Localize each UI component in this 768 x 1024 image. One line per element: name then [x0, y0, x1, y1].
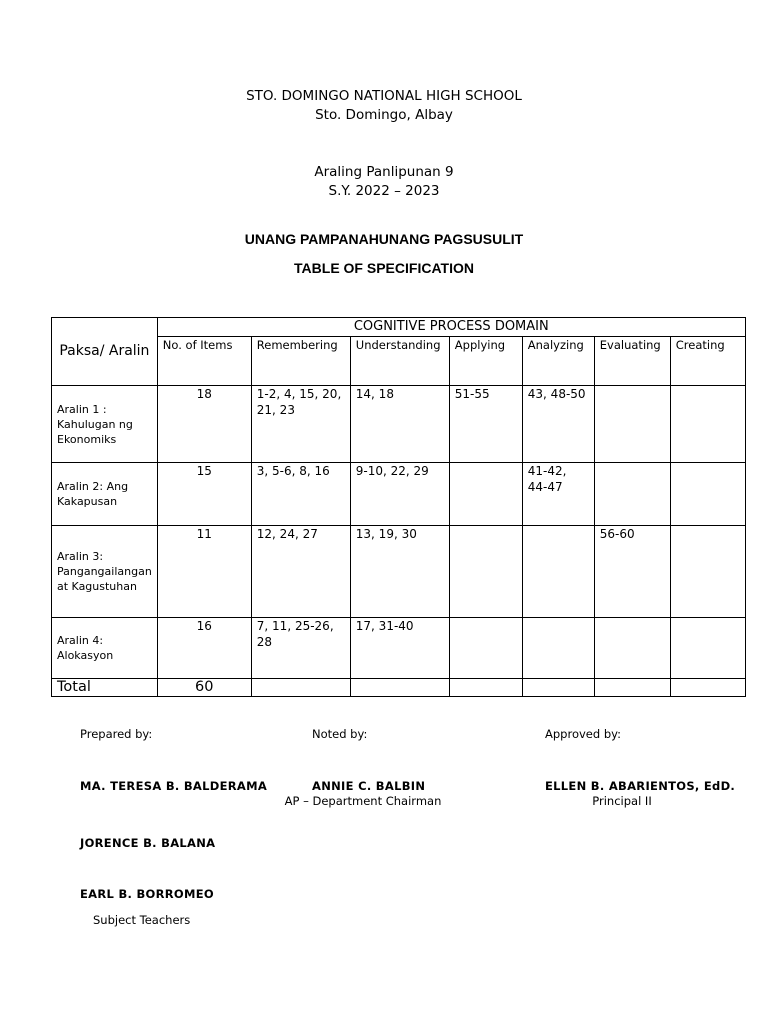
total-row: [52, 679, 746, 697]
applying-cell: 51-55: [449, 386, 522, 463]
preparer-name: MA. TERESA B. BALDERAMA: [80, 779, 268, 793]
remembering-cell: 3, 5-6, 8, 16: [251, 463, 350, 526]
empty-cell: [594, 679, 670, 697]
topic-header: Paksa/ Aralin: [52, 318, 158, 386]
preparer-name: JORENCE B. BALANA: [80, 836, 216, 850]
evaluating-cell: 56-60: [594, 526, 670, 618]
school-location: Sto. Domingo, Albay: [315, 107, 453, 123]
creating-cell: [670, 526, 745, 618]
table-row: [52, 463, 746, 526]
column-header: Understanding: [350, 337, 449, 386]
empty-cell: [670, 679, 745, 697]
total-value: 60: [157, 679, 251, 697]
evaluating-cell: [594, 386, 670, 463]
prepared-by-label: Prepared by:: [80, 727, 153, 741]
school-name: STO. DOMINGO NATIONAL HIGH SCHOOL: [246, 88, 522, 104]
understanding-cell: 14, 18: [350, 386, 449, 463]
analyzing-cell: [522, 618, 594, 679]
creating-cell: [670, 618, 745, 679]
noter-name: ANNIE C. BALBIN: [312, 779, 426, 793]
remembering-cell: 7, 11, 25-26, 28: [251, 618, 350, 679]
applying-cell: [449, 526, 522, 618]
items-cell: 15: [157, 463, 251, 526]
preparer-name: EARL B. BORROMEO: [80, 887, 214, 901]
table-row: [52, 526, 746, 618]
analyzing-cell: 43, 48-50: [522, 386, 594, 463]
empty-cell: [449, 679, 522, 697]
analyzing-cell: [522, 526, 594, 618]
column-header: No. of Items: [157, 337, 251, 386]
items-cell: 11: [157, 526, 251, 618]
analyzing-cell: 41-42, 44-47: [522, 463, 594, 526]
column-header: Remembering: [251, 337, 350, 386]
table-row: [52, 618, 746, 679]
approved-by-label: Approved by:: [545, 727, 621, 741]
exam-title: UNANG PAMPANAHUNANG PAGSUSULIT: [244, 231, 524, 247]
domain-header: COGNITIVE PROCESS DOMAIN: [157, 318, 745, 337]
understanding-cell: 13, 19, 30: [350, 526, 449, 618]
topic-cell: Aralin 1 : Kahulugan ng Ekonomiks: [52, 386, 158, 463]
school-year: S.Y. 2022 – 2023: [328, 183, 440, 199]
column-header: Applying: [449, 337, 522, 386]
creating-cell: [670, 386, 745, 463]
empty-cell: [251, 679, 350, 697]
document-title: TABLE OF SPECIFICATION: [294, 260, 474, 276]
column-header: Analyzing: [522, 337, 594, 386]
noted-by-label: Noted by:: [312, 727, 368, 741]
items-cell: 18: [157, 386, 251, 463]
applying-cell: [449, 463, 522, 526]
noter-role: AP – Department Chairman: [284, 794, 442, 808]
remembering-cell: 12, 24, 27: [251, 526, 350, 618]
evaluating-cell: [594, 463, 670, 526]
subject-name: Araling Panlipunan 9: [314, 164, 454, 180]
empty-cell: [522, 679, 594, 697]
topic-cell: Aralin 3: Pangangailangan at Kagustuhan: [52, 526, 158, 618]
topic-cell: Aralin 4: Alokasyon: [52, 618, 158, 679]
items-cell: 16: [157, 618, 251, 679]
preparer-role: Subject Teachers: [93, 913, 191, 927]
total-label: Total: [52, 679, 158, 697]
column-header: Evaluating: [594, 337, 670, 386]
empty-cell: [350, 679, 449, 697]
topic-cell: Aralin 2: Ang Kakapusan: [52, 463, 158, 526]
column-header: Creating: [670, 337, 745, 386]
applying-cell: [449, 618, 522, 679]
approver-role: Principal II: [592, 794, 652, 808]
understanding-cell: 9-10, 22, 29: [350, 463, 449, 526]
specification-table: [51, 317, 746, 697]
table-row: [52, 386, 746, 463]
creating-cell: [670, 463, 745, 526]
remembering-cell: 1-2, 4, 15, 20, 21, 23: [251, 386, 350, 463]
evaluating-cell: [594, 618, 670, 679]
understanding-cell: 17, 31-40: [350, 618, 449, 679]
approver-name: ELLEN B. ABARIENTOS, EdD.: [545, 779, 736, 793]
